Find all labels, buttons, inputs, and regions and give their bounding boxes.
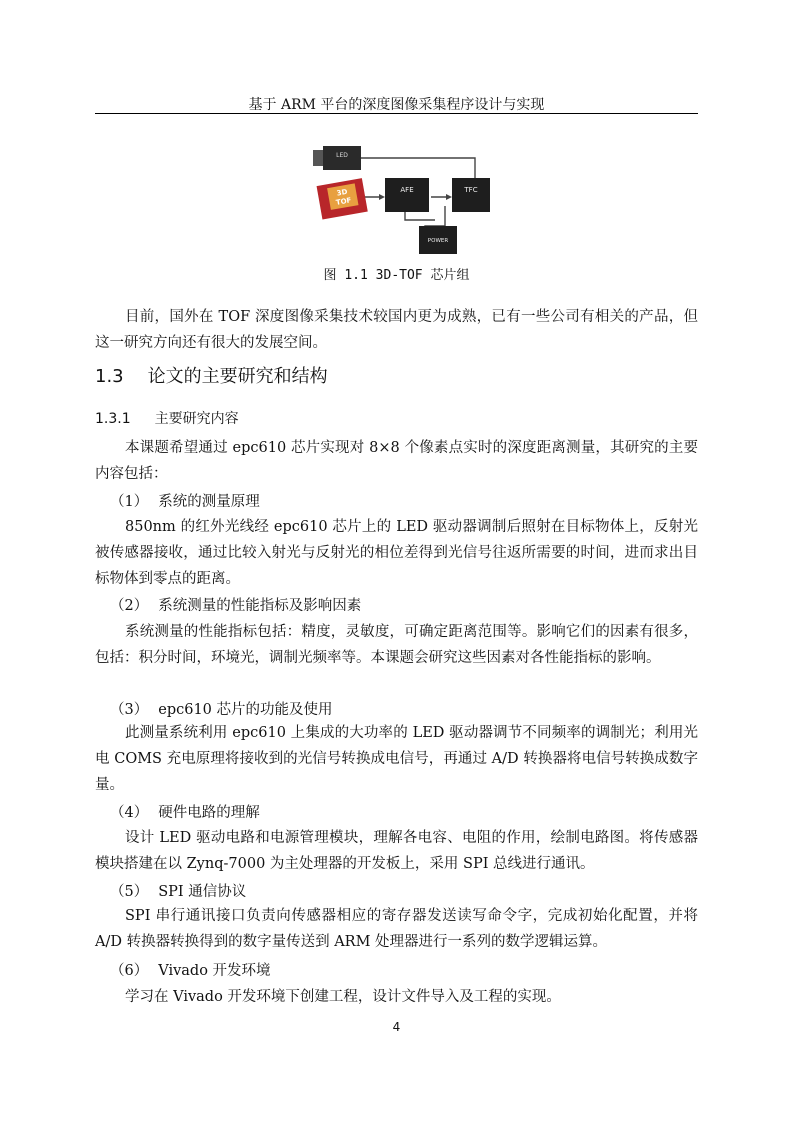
chipset-figure [305,140,495,258]
figure-caption: 图 1.1 3D-TOF 芯片组 [323,268,470,283]
item-body: 学习在 Vivado 开发环境下创建工程，设计文件导入及工程的实现。 [125,989,561,1005]
lens-shape [313,150,323,166]
afe-chip-label: AFE [400,186,414,194]
item-title: 硬件电路的理解 [158,805,260,821]
item-body: 系统测量的性能指标包括：精度，灵敏度，可确定距离范围等。影响它们的因素有很多，包括：积分时间，环境光，调制光频率等。本课题会研究这些因素对各性能指标的影响。 [95,624,698,666]
tof-chip-label-1: 3D [336,187,349,198]
item-number: （3） [110,702,149,718]
item-body: SPI 串行通讯接口负责向传感器相应的寄存器发送读写命令字，完成初始化配置，并将 A/D 转换器转换得到的数字量传送到 ARM 处理器进行一系列的数学逻辑运算。 [95,908,698,950]
section-number: 1.3 [95,366,124,387]
tof-chip-label-2: TOF [335,196,352,207]
item-number: （2） [110,598,149,614]
item-number: （6） [110,963,149,979]
subsection-number: 1.3.1 [95,411,131,427]
list-item-title [110,594,361,615]
led-chip-label: LED [336,152,348,159]
section-heading [95,362,328,388]
header-rule [95,113,698,114]
list-item-title [110,490,260,511]
chipset-diagram [305,140,495,258]
item-number: （4） [110,805,149,821]
item-title: epc610 芯片的功能及使用 [158,702,333,718]
intro-paragraph: 目前，国外在 TOF 深度图像采集技术较国内更为成熟，已有一些公司有相关的产品，但这一研究方向还有很大的发展空间。 [95,309,698,351]
subsection-heading [95,408,239,428]
list-item-title [110,698,333,719]
afe-chip [385,178,429,212]
list-item-title [110,959,271,980]
item-title: 系统的测量原理 [158,494,260,510]
section-title: 论文的主要研究和结构 [147,366,328,387]
tfc-chip-label: TFC [464,186,478,194]
item-title: SPI 通信协议 [158,884,247,900]
item-number: （1） [110,494,149,510]
tfc-chip [452,178,490,212]
item-title: Vivado 开发环境 [158,963,271,979]
list-item-title [110,801,260,822]
subsection-intro: 本课题希望通过 epc610 芯片实现对 8×8 个像素点实时的深度距离测量，其研究的主要内容包括： [95,440,698,482]
list-item-title [110,880,246,901]
page-number: 4 [392,1020,401,1034]
item-body: 850nm 的红外光线经 epc610 芯片上的 LED 驱动器调制后照射在目标物体上，反射光被传感器接收，通过比较入射光与反射光的相位差得到光信号往返所需要的时间，进而求出目标物体到零点的距离。 [95,519,698,587]
item-body: 此测量系统利用 epc610 上集成的大功率的 LED 驱动器调节不同频率的调制光；利用光电 COMS 充电原理将接收到的光信号转换成电信号，再通过 A/D 转换器将电信号转换成数字量。 [95,725,698,793]
item-number: （5） [110,884,149,900]
item-title: 系统测量的性能指标及影响因素 [158,598,362,614]
power-chip-label: POWER [427,238,449,244]
subsection-title: 主要研究内容 [154,411,239,427]
item-body: 设计 LED 驱动电路和电源管理模块，理解各电容、电阻的作用，绘制电路图。将传感器模块搭建在以 Zynq-7000 为主处理器的开发板上，采用 SPI 总线进行通讯。 [95,830,698,872]
running-header: 基于 ARM 平台的深度图像采集程序设计与实现 [248,97,545,113]
